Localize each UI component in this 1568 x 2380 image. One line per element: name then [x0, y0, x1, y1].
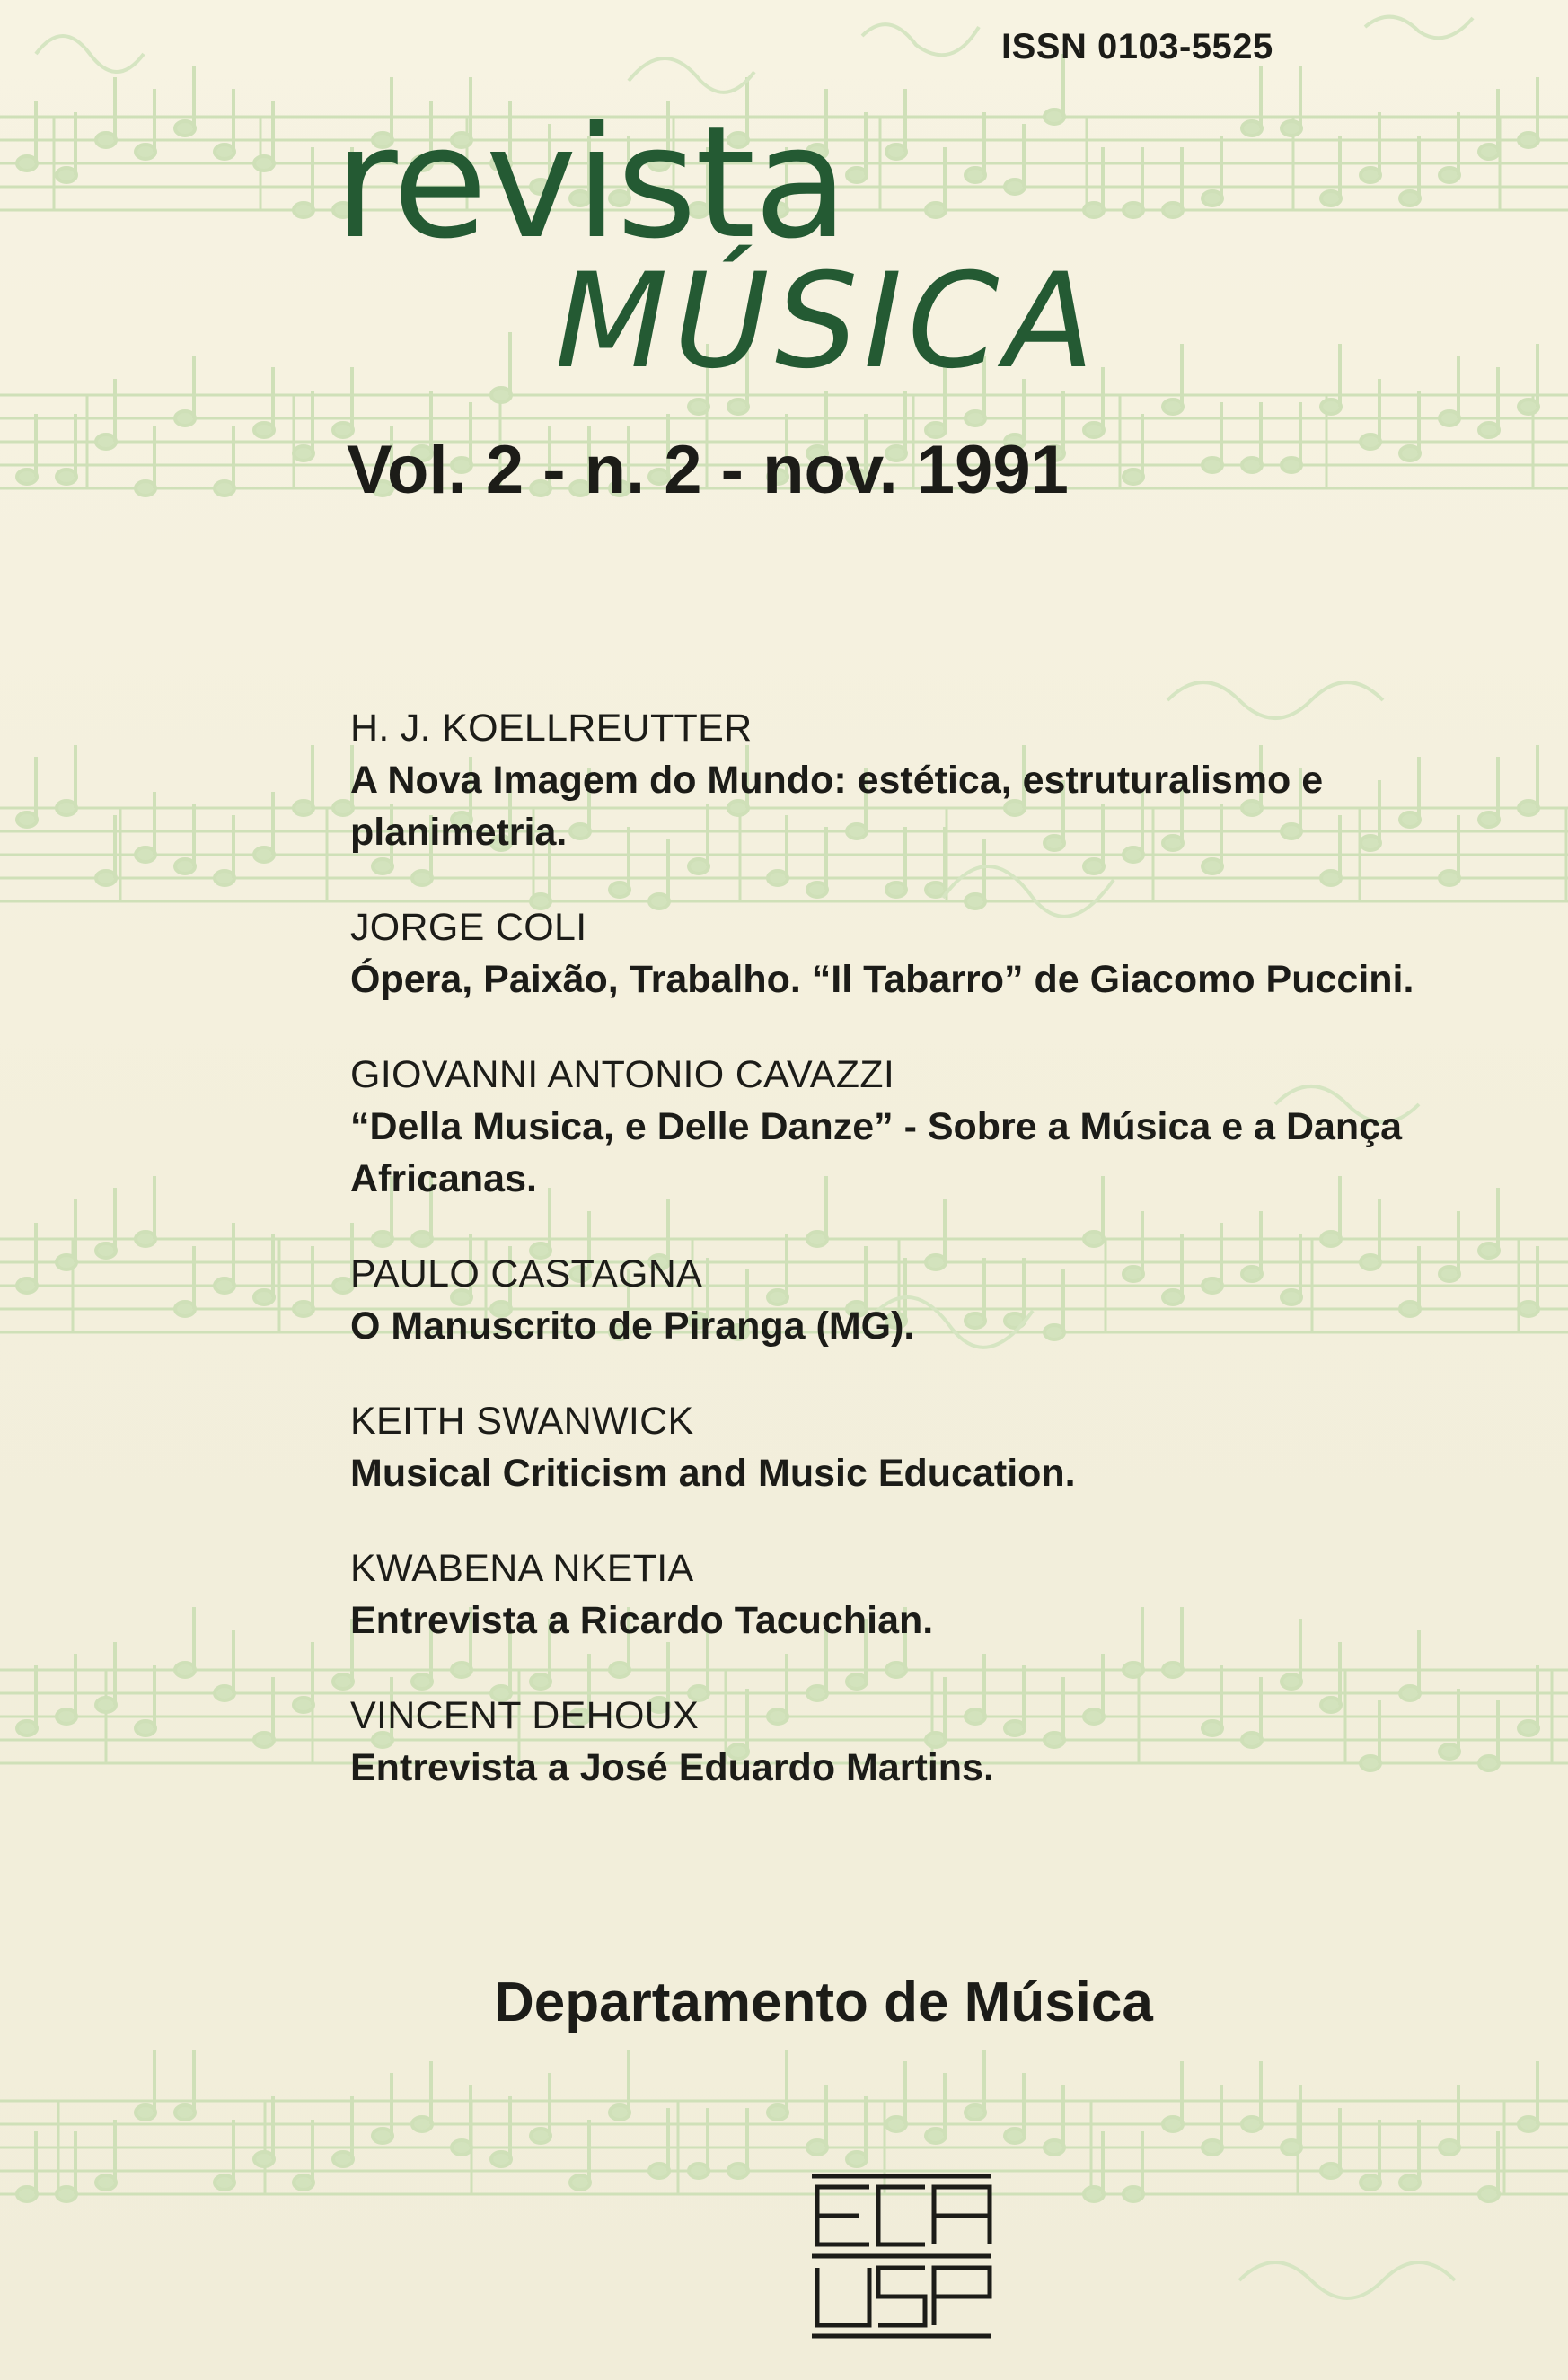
article-title: Ópera, Paixão, Trabalho. “Il Tabarro” de Giacomo Puccini.: [350, 958, 1414, 1001]
article-author: GIOVANNI ANTONIO CAVAZZI: [350, 1053, 895, 1096]
article-author: PAULO CASTAGNA: [350, 1252, 703, 1295]
table-of-contents: [350, 702, 1482, 1837]
article-author: H. J. KOELLREUTTER: [350, 707, 753, 750]
article-entry: [350, 1248, 1482, 1352]
article-entry: [350, 901, 1482, 1006]
article-author: JORGE COLI: [350, 906, 587, 949]
article-title: A Nova Imagem do Mundo: estética, estruturalismo e planimetria.: [350, 759, 1324, 854]
article-entry: [350, 1690, 1482, 1794]
issue-volume: Vol. 2 - n. 2 - nov. 1991: [347, 432, 1069, 508]
article-title: Musical Criticism and Music Education.: [350, 1452, 1076, 1495]
article-entry: [350, 1049, 1482, 1205]
article-entry: [350, 1395, 1482, 1499]
article-title: Entrevista a Ricardo Tacuchian.: [350, 1599, 934, 1642]
article-author: KWABENA NKETIA: [350, 1547, 694, 1590]
article-title: O Manuscrito de Piranga (MG).: [350, 1304, 915, 1348]
article-title: “Della Musica, e Delle Danze” - Sobre a Música e a Dança Africanas.: [350, 1105, 1403, 1200]
issn-number: ISSN 0103-5525: [1001, 27, 1273, 66]
magazine-title-revista: revista: [334, 92, 847, 273]
article-author: KEITH SWANWICK: [350, 1400, 694, 1443]
magazine-title-musica: MÚSICA: [555, 245, 1100, 398]
article-title: Entrevista a José Eduardo Martins.: [350, 1746, 994, 1789]
eca-usp-logo: [806, 2171, 997, 2341]
article-author: VINCENT DEHOUX: [350, 1694, 700, 1737]
article-entry: [350, 1542, 1482, 1647]
department-name: Departamento de Música: [494, 1972, 1153, 2033]
article-entry: [350, 702, 1482, 858]
